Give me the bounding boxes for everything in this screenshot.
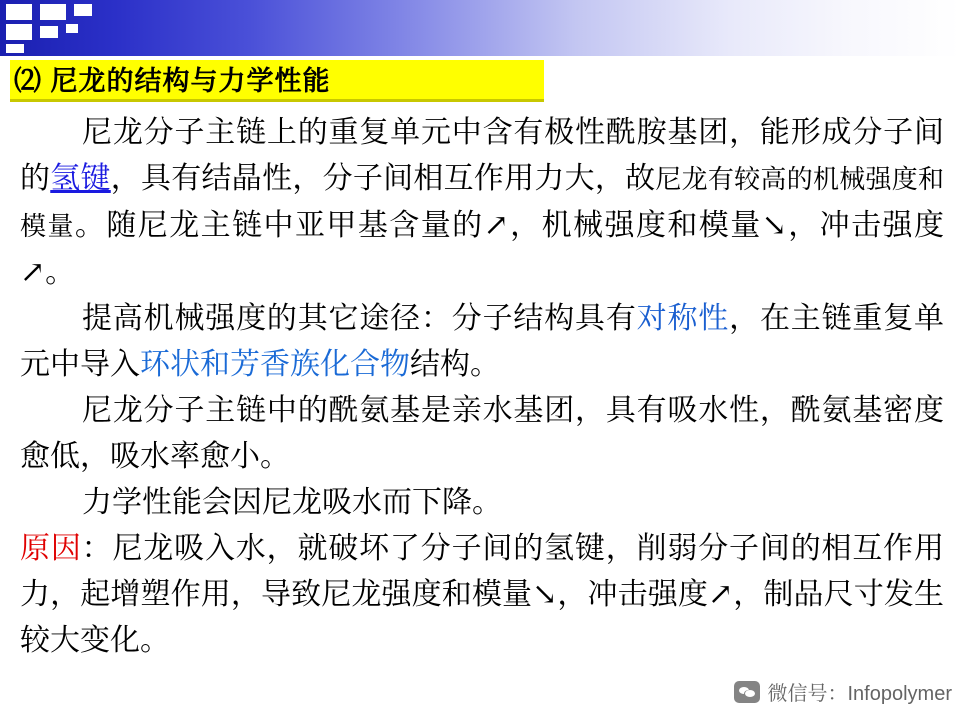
banner-checker-pattern (0, 0, 150, 56)
banner-check-block (6, 24, 32, 40)
run-text: 尼龙分子主链中的酰氨基是亲水基团，具有吸水性，酰氨基密度愈低，吸水率愈小。 (20, 394, 944, 473)
banner-check-block (6, 44, 24, 53)
banner-check-block (74, 4, 92, 16)
run-text: ：尼龙吸入水，就破坏了分子间的氢键，削弱分子间的相互作用力，起增塑作用，导致尼龙强度和模量↘，冲击强度↗，制品尺寸发生较大变化。 (20, 532, 945, 657)
watermark (734, 677, 953, 706)
run-text: 尼龙分子主链上的重复单元中含有极性酰胺基团，能形成分子间的 (20, 116, 944, 195)
run-text: 提高机械强度的其它途径：分子结构具有 (82, 302, 637, 335)
run-text-small: 尼龙有较高的 (655, 165, 813, 194)
run-text: ，在主链重复单元中导入 (20, 302, 945, 381)
run-text: 。随尼龙主链中亚甲基含量的↗，机械强度和模量↘，冲击强度↗。 (20, 209, 944, 289)
wechat-icon (734, 681, 760, 703)
run-text: 结构。 (410, 348, 500, 381)
paragraph-3 (20, 388, 944, 480)
run-text: 力学性能会因尼龙吸水而下降。 (82, 486, 502, 519)
paragraph-1 (20, 110, 944, 296)
paragraph-4 (20, 480, 944, 526)
run-aromatic-emphasis: 环状和芳香族化合物 (140, 348, 410, 381)
watermark-text: 微信号：Infopolymer (767, 683, 952, 705)
slide-top-banner (0, 0, 960, 56)
run-text-small: 和模量 (20, 165, 944, 241)
banner-check-block (40, 26, 58, 38)
banner-check-block (66, 24, 78, 33)
run-symmetry-emphasis: 对称性 (636, 302, 730, 335)
banner-check-block (40, 4, 66, 20)
run-hydrogen-bond-link: 氢键 (50, 162, 111, 195)
paragraph-5 (20, 526, 944, 664)
run-text-small: 机械强度 (812, 165, 918, 194)
run-text: ，具有结晶性，分子间相互作用力大，故 (110, 162, 656, 195)
banner-check-block (6, 4, 32, 20)
page-title: ⑵ 尼龙的结构与力学性能 (14, 66, 331, 96)
paragraph-2 (20, 296, 944, 388)
run-cause-label: 原因 (20, 532, 82, 565)
slide-body (20, 110, 944, 664)
